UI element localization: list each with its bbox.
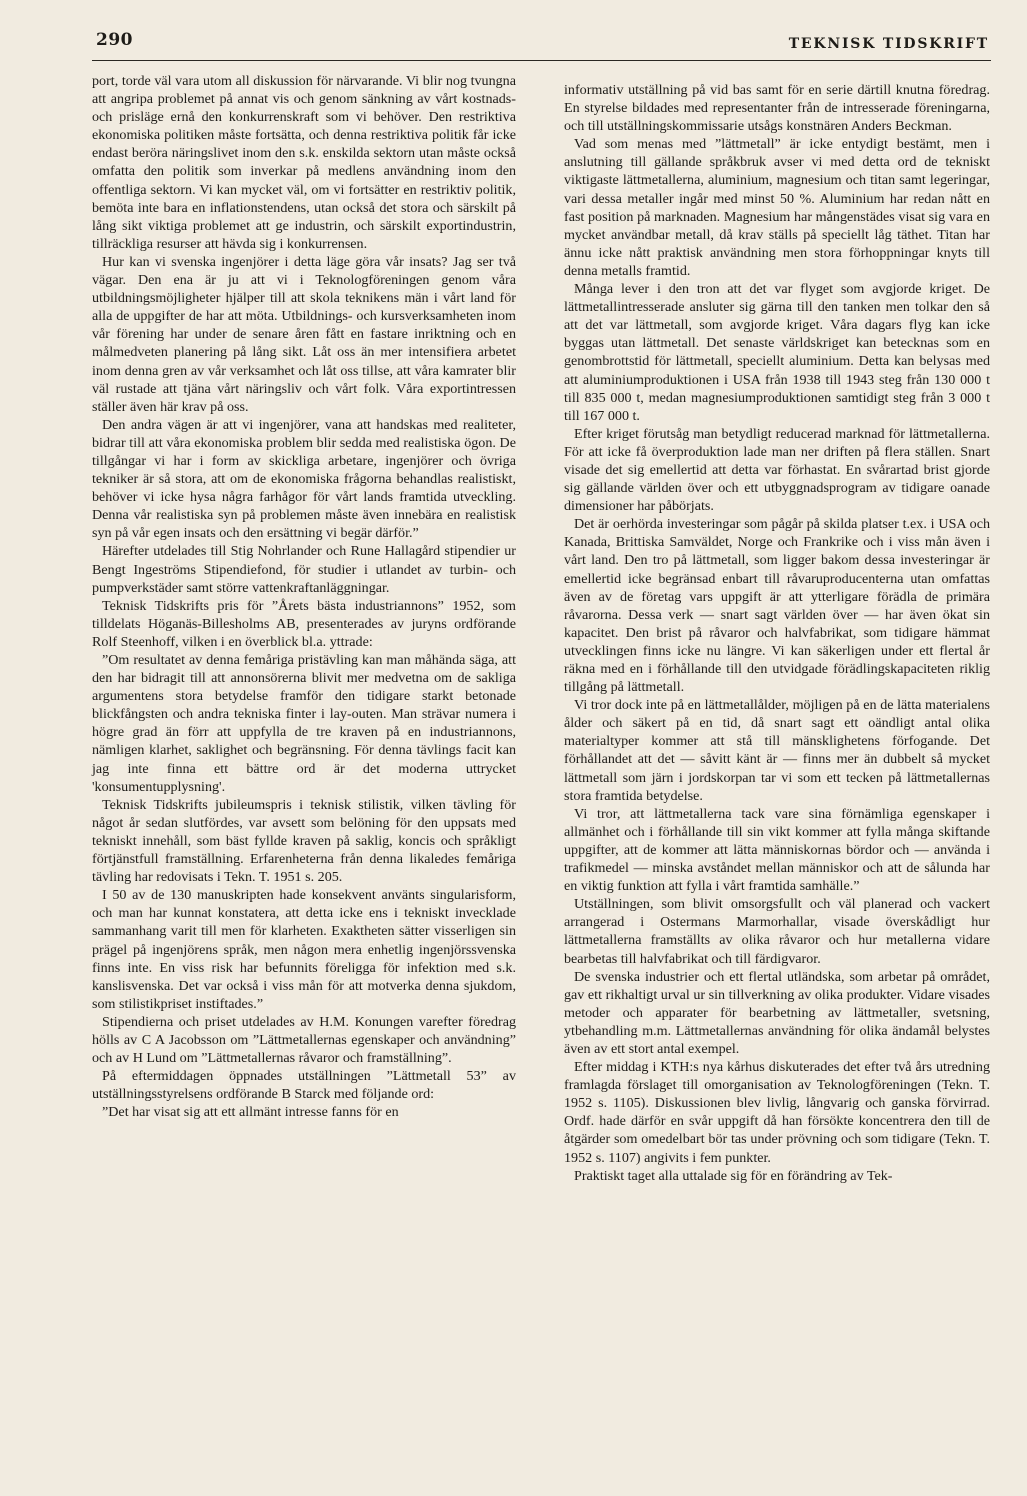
paragraph: Teknisk Tidskrifts jubileumspris i teknisk stilistik, vilken tävling för något år sedan slutfördes, var avsett som belöning för den uppsats med tekniskt innehåll, som bäst fyllde kraven på saklig, koncis och språkligt förtjänstfull framställning. Erfarenheterna från denna likaledes femåriga tävling har redovisats i Tekn. T. 1951 s. 205. xyxy=(92,796,516,886)
left-column xyxy=(92,72,516,1121)
page-number: 290 xyxy=(96,30,133,50)
paragraph: Efter middag i KTH:s nya kårhus diskuterades det efter två års utredning framlagda förslaget till omorganisation av Teknologföreningen (Tekn. T. 1952 s. 1105). Diskussionen blev livlig, långvarig och ganska förvirrad. Ordf. hade därför en svår uppgift då han försökte koncentrera den till de åtgärder som omedelbart bör tas under prövning och som tidigare (Tekn. T. 1952 s. 1107) angivits i fem punkter. xyxy=(564,1059,990,1166)
paragraph: Vad som menas med ”lättmetall” är icke entydigt bestämt, men i anslutning till gällande språkbruk avser vi med detta ord de tekniskt viktigaste lättmetallerna, aluminium, magnesium och titan samt legeringar, vari dessa metaller ingår med minst 50 %. Aluminium har redan nått en fast position på marknaden. Magnesium har mångenstädes visat sig vara en mycket användbar metall, då krav ställs på speciellt låg täthet. Titan har ännu icke nått praktisk användning men stora förhoppningar knyts till denna metalls framtid. xyxy=(564,136,990,279)
paragraph: Stipendierna och priset utdelades av H.M. Konungen varefter föredrag hölls av C A Jacobsson om ”Lättmetallernas egenskaper och användning” och av H Lund om ”Lättmetallernas råvaror och framställning”. xyxy=(92,1013,516,1067)
journal-title: TEKNISK TIDSKRIFT xyxy=(788,36,989,52)
paragraph: Praktiskt taget alla uttalade sig för en förändring av Tek- xyxy=(574,1167,893,1184)
paragraph: informativ utställning på vid bas samt för en serie därtill knutna föredrag. En styrelse bildades med representanter från de intresserade föreningarna, och till utställningskommissarie utsågs konstnären Anders Beckman. xyxy=(564,82,990,135)
paragraph: De svenska industrier och ett flertal utländska, som arbetar på området, gav ett rikhaltigt urval ur sin tillverkning av olika produkter. Vidare visades metoder och apparater för bearbetning av lättmetaller, svetsning, ytbehandling m.m. Lättmetallernas användning för olika ändamål belystes även av ett stort antal exempel. xyxy=(564,968,990,1057)
paragraph: Vi tror, att lättmetallerna tack vare sina förnämliga egenskaper i allmänhet och i förhållande till sin vikt kommer att fylla många skiftande uppgifter, att de kommer att lätta människornas bördor och — använda i trafikmedel — minska avståndet mellan människor och att de sålunda har en viktig funktion att fylla i vårt framtida samhälle.” xyxy=(564,805,990,895)
paragraph: Vi tror dock inte på en lättmetallålder, möjligen på en de lätta materialens ålder och säkert på en tid, då snart sagt ett oändligt antal olika materialtyper kommer att stå till mänsklighetens förfogande. Det förhållandet att det — såvitt känt är — finns mer än dubbelt så mycket lättmetall som järn i jordskorpan tar vi som ett tecken på lättmetallernas stora framtida betydelse. xyxy=(564,697,990,804)
paragraph: I 50 av de 130 manuskripten hade konsekvent använts singularisform, och man har kunnat konstatera, att detta icke ens i tekniskt invecklade sammanhang varit till men för klarheten. Exaktheten sätter visserligen sin prägel på ingenjörens språk, men någon mera enhetlig ingenjörssvenska finns inte. En viss risk har befunnits föreligga för infektion med s.k. kanslisvenska. Det var också i viss mån för att motverka denna sjukdom, som stilistikpriset instiftades.” xyxy=(92,887,516,1012)
paragraph: port, torde väl vara utom all diskussion för närvarande. Vi blir nog tvungna att angripa problemet på annat vis och genom sänkning av vårt kostnads- och prisläge ernå den konkurrenskraft som vi behöver. Den restriktiva ekonomiska politiken måste fortsätta, och denna restriktiva politik får icke endast beröra näringslivet inom den s.k. enskilda sektorn utan måste också omfatta den politik som inverkar på medlens användning inom den offentliga sektorn. Vi kan mycket väl, om vi fortsätter en restriktiv politik, bemöta inte bara en inflationstendens, utan också det stora och särskilt på lång sikt viktiga problemet att ge industrin, och särskilt exportindustrin, tillräckliga resurser att hävda sig i konkurrensen. xyxy=(92,73,516,252)
paragraph: Många lever i den tron att det var flyget som avgjorde kriget. De lättmetallintresserade ansluter sig gärna till den tanken men tolkar den så att det var lättmetall, som avgjorde kriget. Våra dagars flyg kan icke byggas utan lättmetall. Det senaste världskriget kan betecknas som en genombrottstid för lättmetall, speciellt aluminium. Detta kan belysas med att aluminiumproduktionen i USA från 1938 till 1943 steg från 130 000 t till 835 000 t, medan magnesiumproduktionen samtidigt steg från 3 000 t till 167 000 t. xyxy=(564,281,990,424)
header-rule xyxy=(92,60,991,61)
paragraph: Hur kan vi svenska ingenjörer i detta läge göra vår insats? Jag ser två vägar. Den ena är ju att vi i Teknologföreningen genom våra utbildningsmöjligheter hjälper till att skola teknikens män i vårt land för alla de uppgifter de har att möta. Utbildnings- och kursverksamheten inom vår förening har under de senare åren fått en fastare inriktning och en målmedveten planering på lång sikt. Låt oss än mer intensifiera arbetet inom denna gren av vår verksamhet och låt oss tillse, att våra kamrater blir väl rustade att tjäna vårt näringsliv och vårt folk. Våra exportintressen ställer även här krav på oss. xyxy=(92,253,516,415)
paragraph: Den andra vägen är att vi ingenjörer, vana att handskas med realiteter, bidrar till att våra ekonomiska problem blir sedda med realistiska ögon. De tillgångar vi har i form av skickliga arbetare, ingenjörer och övriga tekniker är så stora, att om de ekonomiska frågorna behandlas realistiskt, behöver vi icke hysa några farhågor för vårt lands framtida utveckling. Denna vår realistiska syn på problemen måste även innebära en realistisk syn på vår egen insats och den ersättning vi begär därför.” xyxy=(92,416,516,542)
right-column xyxy=(564,81,990,1185)
paragraph: ”Om resultatet av denna femåriga pristävling kan man måhända säga, att den har bidragit till att annonsörerna blivit mer medvetna om de sakliga argumentens stora betydelse framför den tidigare starkt betonade blickfångsten och andra tekniska finter i lay-outen. Man strävar numera i högre grad än förr att uppfylla de tre kraven på en industriannons, nämligen klarhet, saklighet och begränsning. För denna tävlings facit kan jag inte finna ett bättre ord är det moderna uttrycket 'konsumentupplysning'. xyxy=(92,652,516,795)
paragraph: ”Det har visat sig att ett allmänt intresse fanns för en xyxy=(102,1104,399,1121)
paragraph: Efter kriget förutsåg man betydligt reducerad marknad för lättmetallerna. För att icke få överproduktion lade man ner driften på flera ställen. Snart visade det sig emellertid att detta var förhastat. En svårartad brist gjorde sig gällande världen över och ett utbyggnadsprogram av tidigare oanade dimensioner har påbörjats. xyxy=(564,425,990,515)
paragraph: Det är oerhörda investeringar som pågår på skilda platser t.ex. i USA och Kanada, Brittiska Samväldet, Norge och Frankrike och i viss mån även i vårt land. Den tro på lättmetall, som ligger bakom dessa investeringar är emellertid icke begränsad enbart till råvaruproducenterna utan omfattas även av de företag vars uppgift är att ytterligare förädla de primära råvarorna. Dessa verk — snart sagt världen över — har även ökat sin kapacitet. Den brist på råvaror och halvfabrikat, som tidigare hämmat utvecklingen finns icke nu längre. Vi kan säkerligen under ett flertal år räkna med en i förhållande till den utvidgade förädlingskapaciteten riklig tillgång på lättmetall. xyxy=(564,516,990,696)
paragraph: På eftermiddagen öppnades utställningen ”Lättmetall 53” av utställningsstyrelsens ordförande B Starck med följande ord: xyxy=(92,1068,516,1103)
paragraph: Teknisk Tidskrifts pris för ”Årets bästa industriannons” 1952, som tilldelats Höganäs-Billesholms AB, presenterades av juryns ordförande Rolf Steenhoff, vilken i en överblick bl.a. yttrade: xyxy=(92,597,516,650)
paragraph: Härefter utdelades till Stig Nohrlander och Rune Hallagård stipendier ur Bengt Ingeströms Stipendiefond, för studier i utlandet av turbin- och pumpverkstäder samt större vattenkraftanläggningar. xyxy=(92,543,516,596)
paragraph: Utställningen, som blivit omsorgsfullt och väl planerad och vackert arrangerad i Ostermans Marmorhallar, visade överskådligt hur lättmetallerna framställts av olika råvaror och hur metallerna vidare bearbetas till halvfabrikat och till färdigvaror. xyxy=(564,896,990,967)
